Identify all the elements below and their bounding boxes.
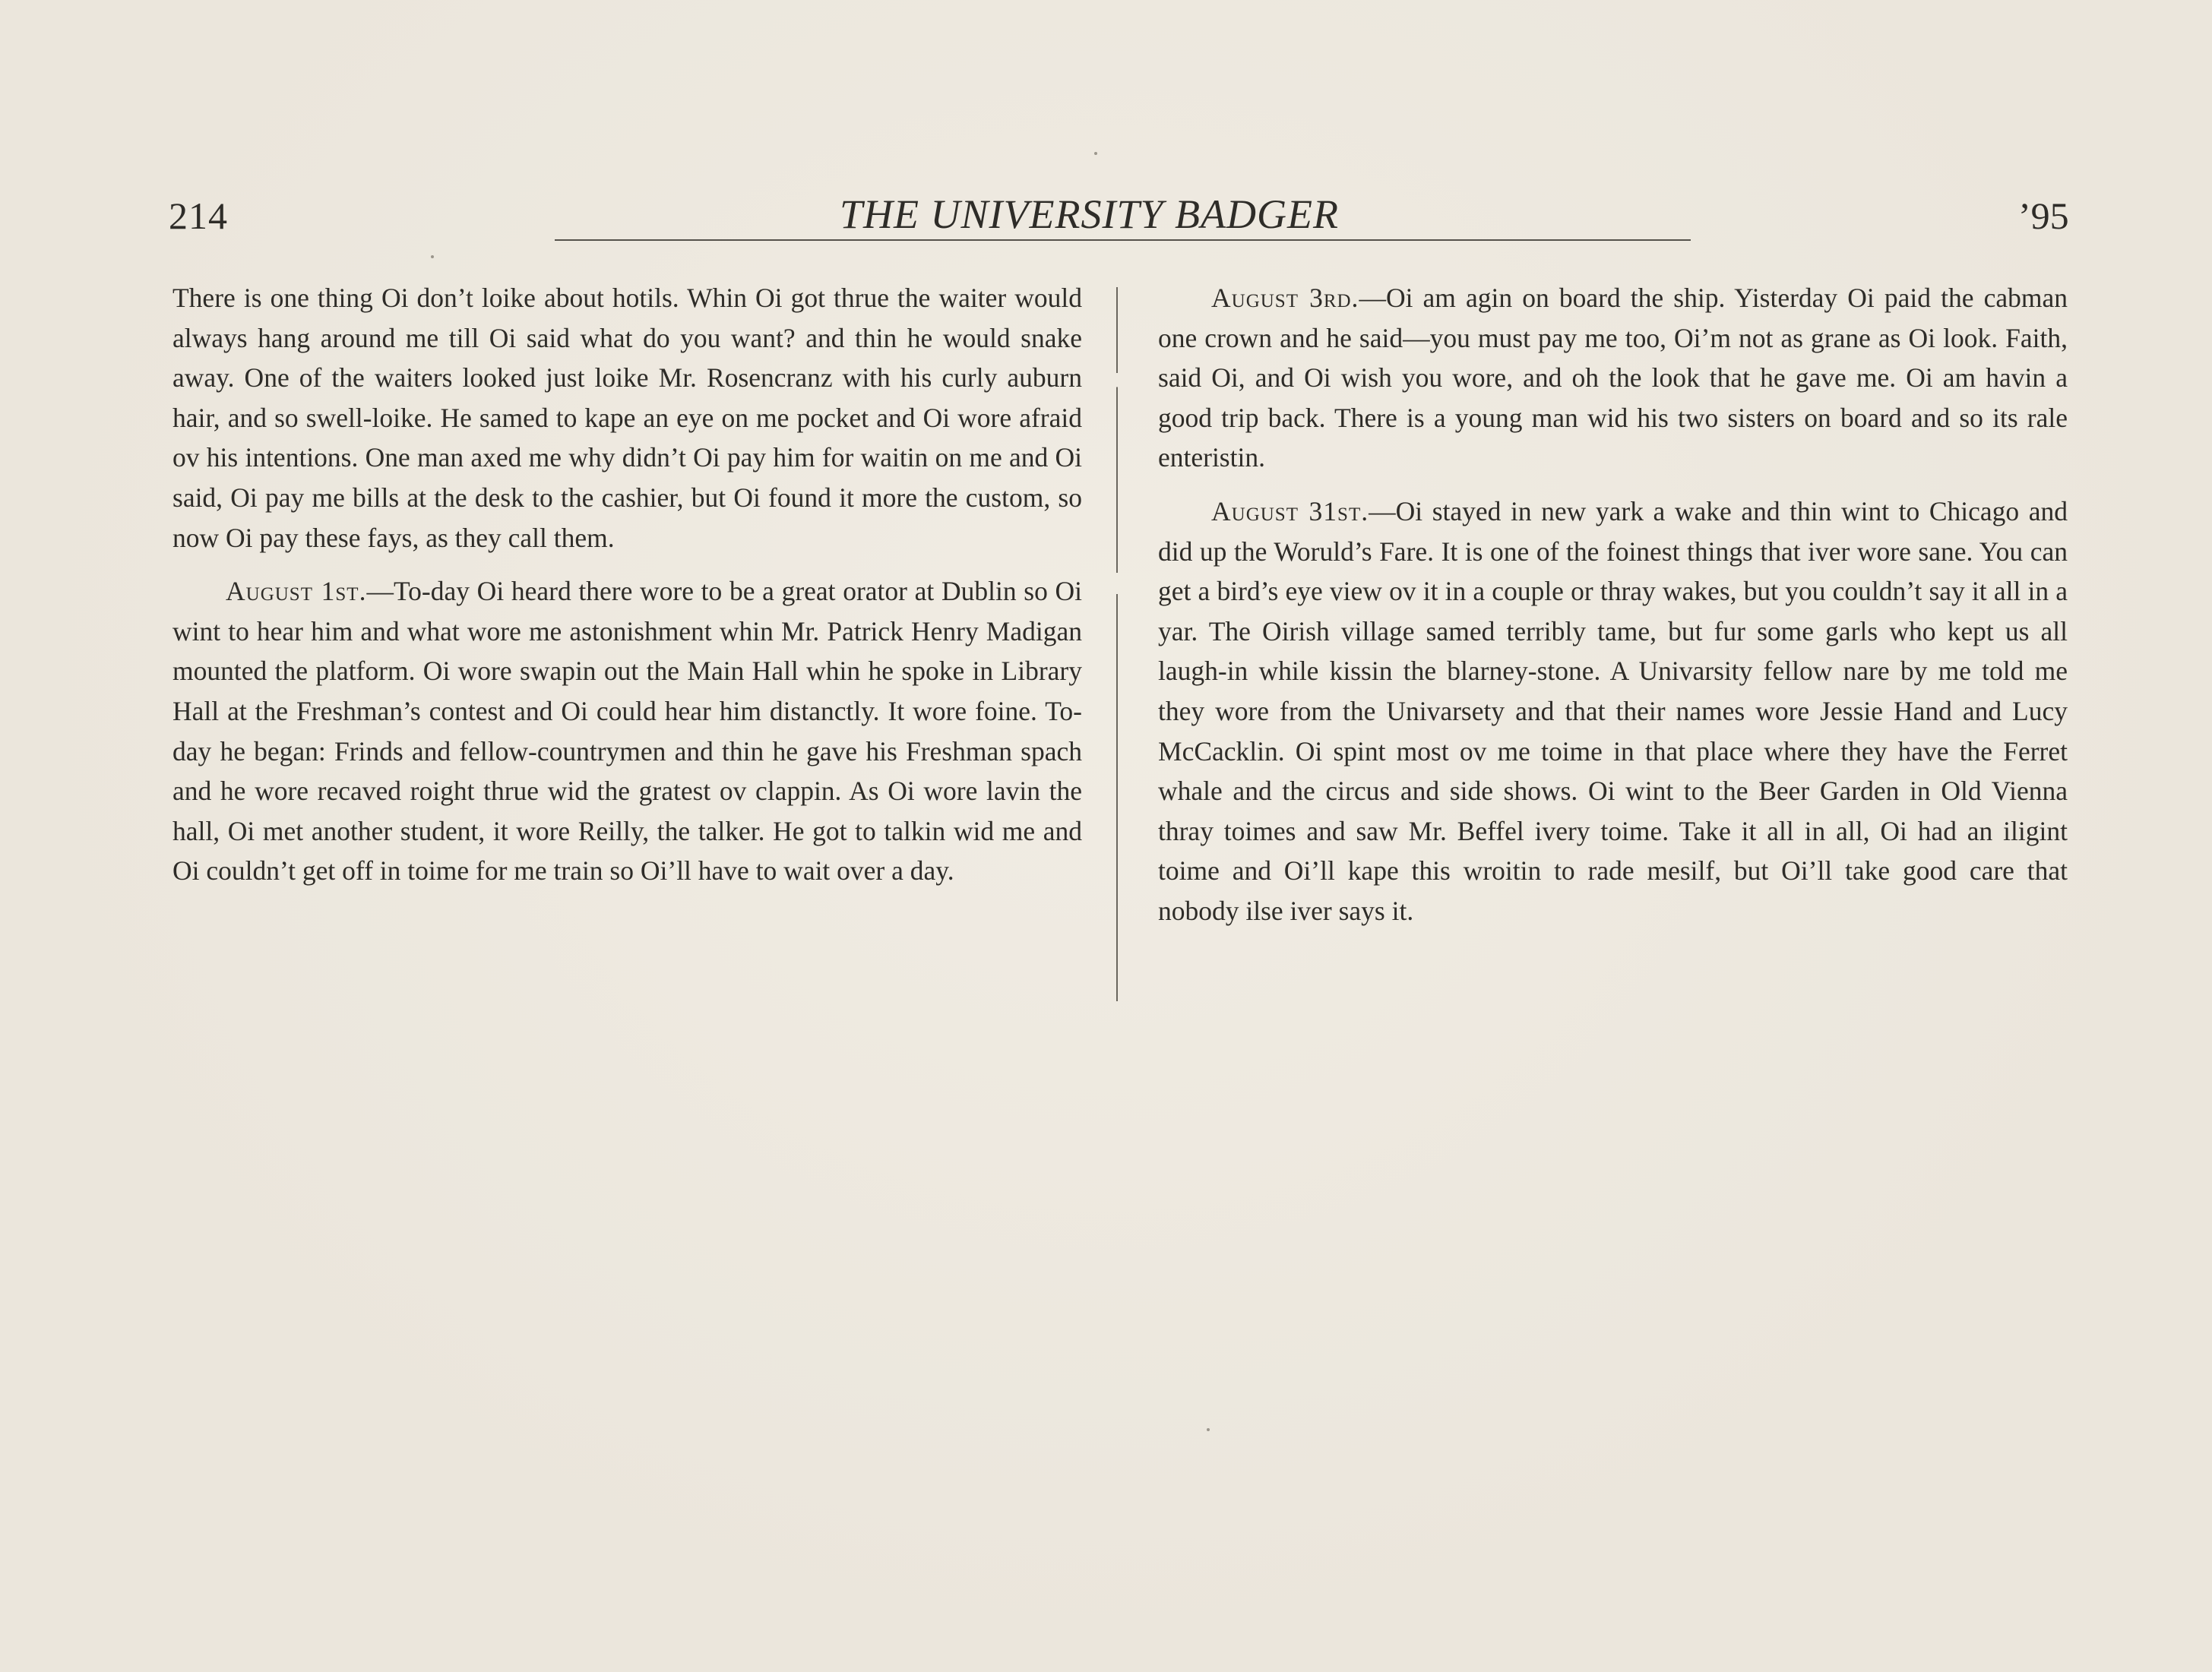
paper-speck — [1094, 152, 1097, 155]
paper-speck — [1207, 1428, 1210, 1431]
column-divider — [1116, 287, 1118, 1001]
entry-date: August 31st. — [1211, 495, 1369, 526]
header-rule — [555, 239, 1691, 241]
entry-date: August 3rd. — [1211, 283, 1359, 313]
left-column — [172, 278, 1082, 905]
paragraph-august-3 — [1158, 278, 2068, 478]
entry-text: —Oi am agin on board the ship. Yisterday Oi paid the cabman one crown and he said—you must pay me too, Oi’m not as grane as Oi look. Faith, said Oi, and Oi wish you wore, and oh the look that he gave me. Oi am havin a good trip back. There is a young man wid his two sisters on board and so its rale enteristin. — [1158, 283, 2068, 473]
paragraph-august-1 — [172, 571, 1082, 891]
paragraph-august-31 — [1158, 491, 2068, 931]
page-header — [0, 186, 2212, 254]
volume-mark: ’95 — [2018, 194, 2069, 237]
paragraph-hotels: There is one thing Oi don’t loike about hotils. Whin Oi got thrue the waiter would always hang around me till Oi said what do you want? and thin he would snake away. One of the waiters looked just loike Mr. Rosencranz with his curly auburn hair, and so swell-loike. He samed to kape an eye on me pocket and Oi wore afraid ov his intentions. One man axed me why didn’t Oi pay him for waitin on me and Oi said, Oi pay me bills at the desk to the cashier, but Oi found it more the custom, so now Oi pay these fays, as they call them. — [172, 283, 1082, 553]
running-title: THE UNIVERSITY BADGER — [840, 191, 1339, 237]
right-column — [1158, 278, 2068, 945]
entry-text: —Oi stayed in new yark a wake and thin wint to Chicago and did up the Woruld’s Fare. It is one of the foinest things that iver wore sane. You can get a bird’s eye view ov it in a couple or thray wakes, but you couldn’t say it all in a yar. The Oirish village samed terribly tame, but fur some garls who kept us all laugh-in while kissin the blarney-stone. A Univarsity fellow nare by me told me they wore from the Univarsety and that their names wore Jessie Hand and Lucy McCacklin. Oi spint most ov me toime in that place where they have the Ferret whale and the circus and side shows. Oi wint to the Beer Garden in Old Vienna thray toimes and saw Mr. Beffel ivery toime. Take it all in all, Oi had an iligint toime and Oi’ll kape this wroitin to rade mesilf, but Oi’ll take good care that nobody ilse iver says it. — [1158, 495, 2068, 926]
entry-text: —To-day Oi heard there wore to be a great orator at Dublin so Oi wint to hear him and what wore me astonishment whin Mr. Patrick Henry Madigan mounted the platform. Oi wore swapin out the Main Hall whin he spoke in Library Hall at the Freshman’s contest and Oi could hear him distanctly. It wore foine. To-day he began: Frinds and fellow-countrymen and thin he gave his Freshman spach and he wore recaved roight thrue wid the gratest ov clappin. As Oi wore lavin the hall, Oi met another student, it wore Reilly, the talker. He got to talkin wid me and Oi couldn’t get off in toime for me train so Oi’ll have to wait over a day. — [172, 576, 1083, 887]
entry-date: August 1st. — [226, 576, 367, 607]
paper-speck — [431, 255, 434, 258]
page-number: 214 — [169, 194, 228, 237]
